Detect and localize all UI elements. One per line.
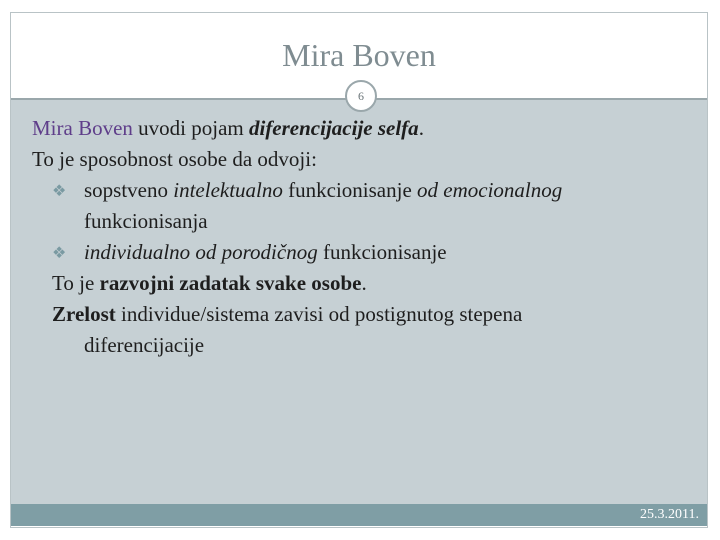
slide-number-badge: 6 xyxy=(345,80,377,112)
term-highlight: diferencijacije selfa xyxy=(248,116,419,140)
text-span: razvojni zadatak svake osobe xyxy=(99,271,362,295)
slide-body xyxy=(32,113,692,361)
name-highlight: Mira Boven xyxy=(32,116,133,140)
text-span: Zrelost xyxy=(52,302,116,326)
diamond-check-bullet-icon: ❖ xyxy=(52,243,67,262)
diamond-check-bullet-icon: ❖ xyxy=(52,181,67,200)
bullet-item-2 xyxy=(32,237,692,268)
text-span: uvodi pojam xyxy=(132,116,249,140)
text-span: individualno od porodičnog xyxy=(84,240,318,264)
text-span: funkcionisanje xyxy=(317,240,447,264)
text-span: To je xyxy=(52,271,100,295)
text-span: individue/sistema zavisi od postignutog stepena xyxy=(115,302,523,326)
line-maturity-continuation: diferencijacije xyxy=(84,333,205,357)
footer-bar xyxy=(11,504,707,526)
text-span: sopstveno xyxy=(84,178,174,202)
line-intro xyxy=(32,113,692,144)
text-span: funkcionisanje xyxy=(282,178,418,202)
text-span: . xyxy=(418,116,424,140)
slide-date: 25.3.2011. xyxy=(640,507,699,522)
text-span: intelektualno xyxy=(173,178,283,202)
slide-title: Mira Boven xyxy=(282,37,436,73)
line-maturity xyxy=(32,299,692,330)
text-span: . xyxy=(361,271,367,295)
text-span: od emocionalnog xyxy=(417,178,563,202)
bullet-item-1-continuation: funkcionisanja xyxy=(84,209,208,233)
line-task xyxy=(32,268,692,299)
line-definition: To je sposobnost osobe da odvoji: xyxy=(32,147,317,171)
bullet-item-1 xyxy=(32,175,692,206)
